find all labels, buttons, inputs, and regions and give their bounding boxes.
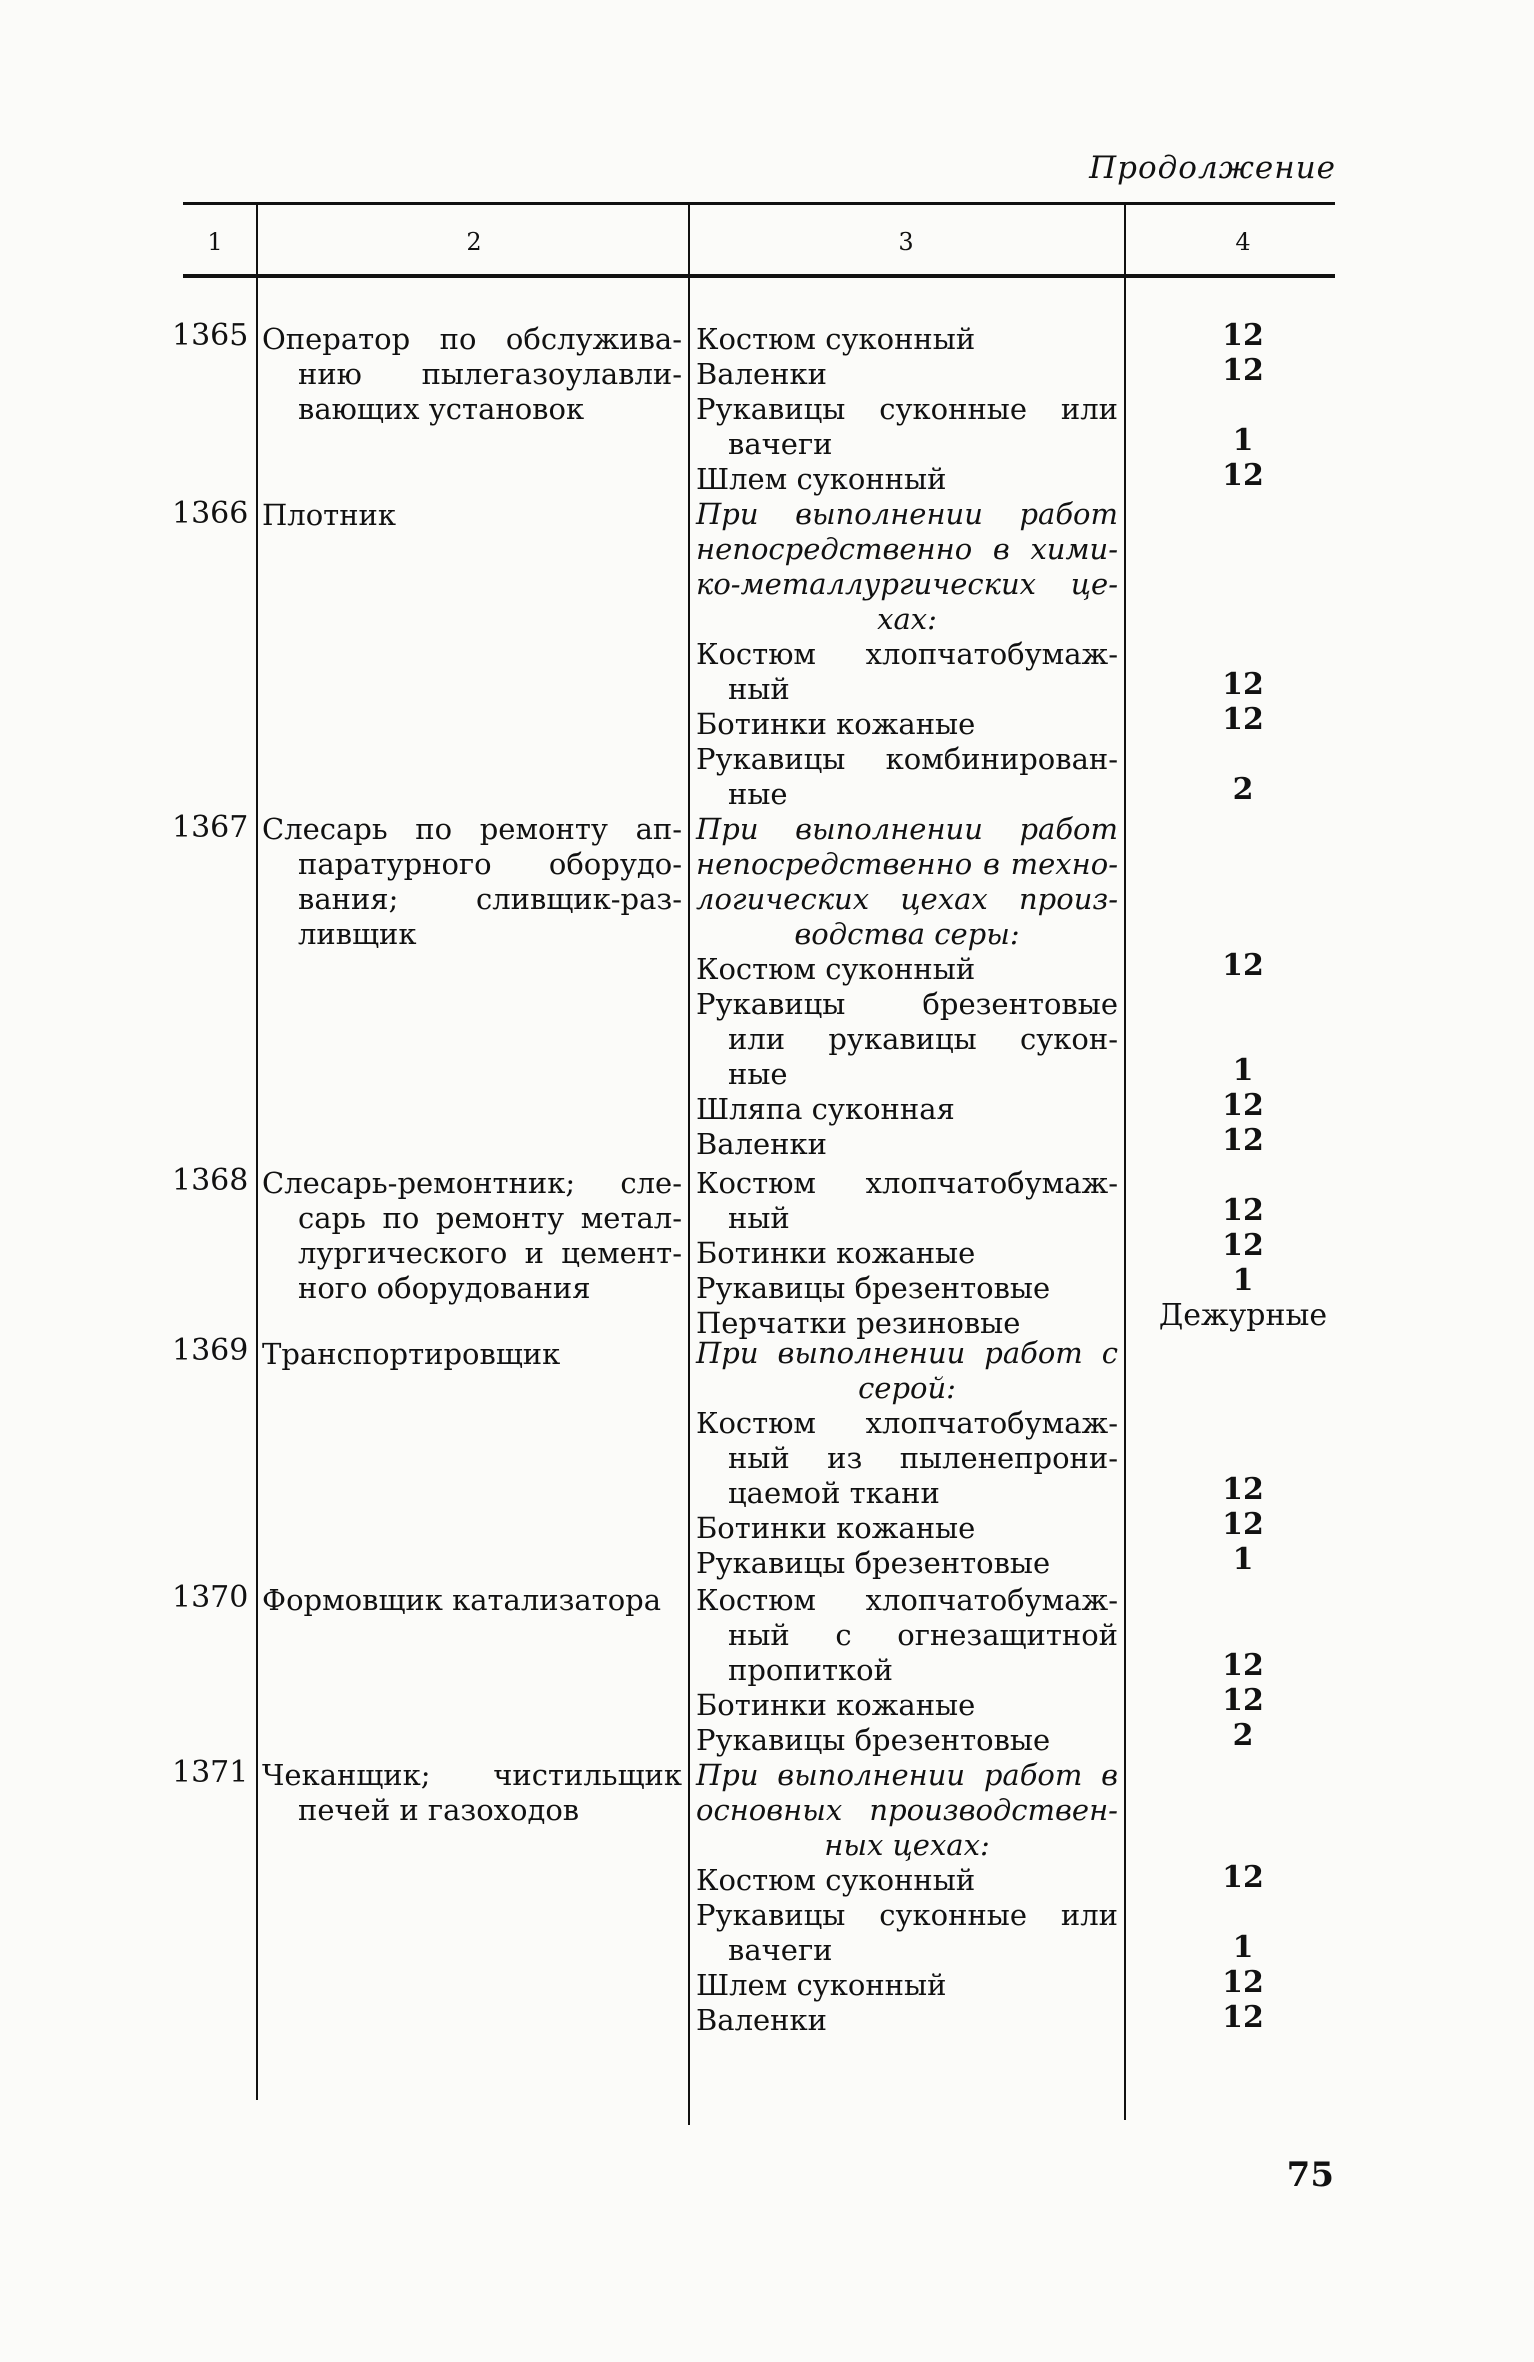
profession-line: Слесарь-ремонтник; сле- (262, 1166, 682, 1200)
period-value (1128, 983, 1358, 1018)
period-value: 12 (1222, 1507, 1264, 1542)
profession-line: лургического и цемент- (298, 1236, 682, 1270)
period-value: 1 (1232, 1930, 1254, 1965)
period-value: 12 (1222, 1193, 1264, 1228)
profession-line: Формовщик катализатора (262, 1583, 662, 1617)
condition-line: При выполнении работ в (696, 1758, 1118, 1792)
wear-period (1128, 667, 1358, 807)
profession (262, 1758, 682, 1828)
period-value: 12 (1222, 1088, 1264, 1123)
condition-line: При выполнении работ (696, 812, 1118, 846)
row-number: 1365 (172, 318, 249, 353)
period-value (1128, 388, 1358, 423)
item-text: пропиткой (728, 1653, 893, 1687)
wear-period (1128, 318, 1358, 493)
profession (262, 498, 682, 533)
period-value: 12 (1222, 667, 1264, 702)
item-text: Ботинки кожаные (696, 1236, 976, 1270)
wear-period (1128, 1648, 1358, 1753)
condition-line: ных цехах: (824, 1828, 990, 1862)
items (696, 812, 1118, 1162)
period-value: 2 (1232, 1718, 1254, 1753)
period-value (1128, 1895, 1358, 1930)
profession-line: Транспортировщик (262, 1337, 561, 1371)
item-text: Костюм хлопчатобумаж- (696, 1583, 1118, 1617)
item-text: Рукавицы комбинирован- (696, 742, 1118, 776)
item-text: Шлем суконный (696, 462, 947, 496)
items (696, 1336, 1118, 1581)
item-text: Костюм хлопчатобумаж- (696, 637, 1118, 671)
col-divider-2 (688, 205, 690, 2125)
col-divider-3 (1124, 205, 1126, 2120)
continuation-label: Продолжение (1089, 150, 1336, 186)
item-text: Костюм суконный (696, 322, 976, 356)
item-text: цаемой ткани (728, 1476, 940, 1510)
period-value: 12 (1222, 1683, 1264, 1718)
row-number: 1368 (172, 1163, 249, 1198)
profession-line: ливщик (298, 917, 417, 951)
period-value: 1 (1232, 1053, 1254, 1088)
wear-period (1128, 1193, 1358, 1333)
col-divider-1 (256, 205, 258, 2100)
item-text: ные (728, 777, 788, 811)
item-text: Валенки (696, 2003, 827, 2037)
item-text: Костюм суконный (696, 952, 976, 986)
header-bottom-rule (183, 274, 1335, 278)
profession (262, 1337, 682, 1372)
row-number: 1371 (172, 1755, 249, 1790)
item-text: вачеги (728, 1933, 833, 1967)
period-value: 12 (1222, 1648, 1264, 1683)
top-rule (183, 202, 1335, 205)
items (696, 1758, 1118, 2038)
profession-line: вания; сливщик-раз- (298, 882, 682, 916)
period-value: 12 (1222, 702, 1264, 737)
header-col-3: 3 (898, 228, 914, 256)
period-value: 12 (1222, 1228, 1264, 1263)
item-text: ные (728, 1057, 788, 1091)
profession-line: сарь по ремонту метал- (298, 1201, 682, 1235)
condition-line: хах: (877, 602, 937, 636)
period-value: 12 (1222, 2000, 1264, 2035)
item-text: Ботинки кожаные (696, 1511, 976, 1545)
period-value: 12 (1222, 1472, 1264, 1507)
item-text: Шлем суконный (696, 1968, 947, 2002)
wear-period (1128, 1472, 1358, 1577)
condition-line: непосредственно в техно- (696, 847, 1118, 881)
period-value: 12 (1222, 1965, 1264, 2000)
item-text: Рукавицы брезентовые (696, 1546, 1051, 1580)
period-value: 12 (1222, 1860, 1264, 1895)
item-text: Шляпа суконная (696, 1092, 955, 1126)
row-number: 1366 (172, 496, 249, 531)
profession-line: Слесарь по ремонту ап- (262, 812, 682, 846)
item-text: вачеги (728, 427, 833, 461)
header-col-4: 4 (1235, 228, 1251, 256)
condition-line: При выполнении работ с (696, 1336, 1118, 1370)
profession (262, 812, 682, 952)
item-text: Рукавицы суконные или (696, 1898, 1118, 1932)
item-text: или рукавицы сукон- (728, 1022, 1118, 1056)
condition-line: логических цехах произ- (696, 882, 1118, 916)
wear-period (1128, 948, 1358, 1158)
profession-line: вающих установок (298, 392, 585, 426)
row-number: 1367 (172, 810, 249, 845)
page-number: 75 (1286, 2155, 1334, 2195)
item-text: ный из пыленепрони- (728, 1441, 1118, 1475)
item-text: Ботинки кожаные (696, 707, 976, 741)
period-value: 1 (1232, 423, 1254, 458)
condition-line: водства серы: (794, 917, 1020, 951)
profession-line: Оператор по обслужива- (262, 322, 682, 356)
row-number: 1369 (172, 1333, 249, 1368)
items (696, 497, 1118, 812)
item-text: Рукавицы суконные или (696, 392, 1118, 426)
item-text: Рукавицы брезентовые (696, 1723, 1051, 1757)
item-text: ный (728, 672, 790, 706)
period-value: 12 (1222, 1123, 1264, 1158)
item-text: ный с огнезащитной (728, 1618, 1118, 1652)
period-value: 2 (1232, 772, 1254, 807)
period-value (1128, 737, 1358, 772)
item-text: ный (728, 1201, 790, 1235)
condition-line: серой: (858, 1371, 956, 1405)
item-text: Рукавицы брезентовые (696, 987, 1118, 1021)
profession-line: паратурного оборудо- (298, 847, 682, 881)
item-text: Костюм суконный (696, 1863, 976, 1897)
profession (262, 1166, 682, 1306)
profession-line: нию пылегазоулавли- (298, 357, 682, 391)
profession (262, 322, 682, 427)
items (696, 1166, 1118, 1341)
items (696, 1583, 1118, 1758)
period-value: 12 (1222, 353, 1264, 388)
period-value: 1 (1232, 1263, 1254, 1298)
profession-line: печей и газоходов (298, 1793, 580, 1827)
row-number: 1370 (172, 1580, 249, 1615)
wear-period (1128, 1860, 1358, 2035)
condition-line: При выполнении работ (696, 497, 1118, 531)
profession (262, 1583, 682, 1618)
item-text: Костюм хлопчатобумаж- (696, 1166, 1118, 1200)
profession-line: Чеканщик; чистильщик (262, 1758, 682, 1792)
header-col-2: 2 (466, 228, 482, 256)
period-value: 12 (1222, 948, 1264, 983)
condition-line: основных производствен- (696, 1793, 1118, 1827)
period-value: 1 (1232, 1542, 1254, 1577)
header-col-1: 1 (207, 228, 223, 256)
item-text: Рукавицы брезентовые (696, 1271, 1051, 1305)
profession-line: Плотник (262, 498, 396, 532)
item-text: Костюм хлопчатобумаж- (696, 1406, 1118, 1440)
items (696, 322, 1118, 497)
item-text: Валенки (696, 1127, 827, 1161)
profession-line: ного оборудования (298, 1271, 591, 1305)
period-value: 12 (1222, 318, 1264, 353)
period-value: 12 (1222, 458, 1264, 493)
item-text: Валенки (696, 357, 827, 391)
condition-line: непосредственно в хими- (696, 532, 1118, 566)
condition-line: ко-металлургических це- (696, 567, 1118, 601)
item-text: Ботинки кожаные (696, 1688, 976, 1722)
item-text: Перчатки резиновые (696, 1306, 1021, 1340)
period-value (1128, 1018, 1358, 1053)
period-value: Дежурные (1158, 1298, 1328, 1333)
